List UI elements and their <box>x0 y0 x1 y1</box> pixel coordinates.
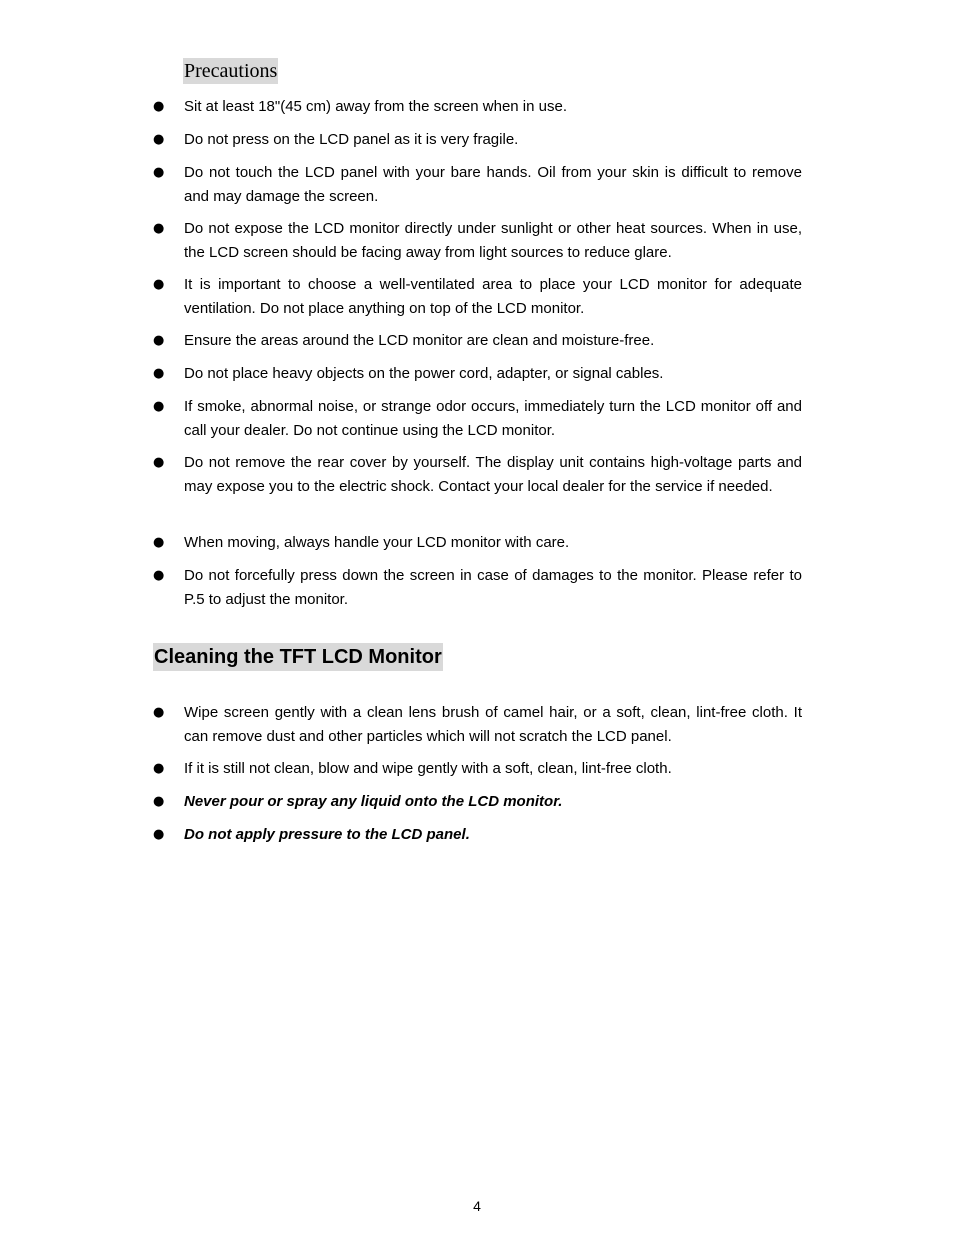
page-number: 4 <box>473 1198 481 1214</box>
cleaning-text: If it is still not clean, blow and wipe gently with a soft, clean, lint-free cloth. <box>184 760 672 777</box>
precaution-item <box>153 362 802 386</box>
cleaning-item <box>153 701 802 748</box>
precaution-text: Do not press on the LCD panel as it is very fragile. <box>184 131 519 148</box>
precaution-text: Sit at least 18"(45 cm) away from the screen when in use. <box>184 98 567 115</box>
precautions-heading: Precautions <box>184 60 278 82</box>
bullet-icon: ● <box>153 705 165 720</box>
precaution-item <box>153 451 802 498</box>
precaution-text: Do not forcefully press down the screen in case of damages to the monitor. Please refer to P.5 to adjust the monitor. <box>184 567 802 608</box>
bullet-icon: ● <box>153 333 165 348</box>
precaution-item <box>153 95 802 119</box>
bullet-icon: ● <box>153 794 165 809</box>
precaution-item <box>153 395 802 442</box>
precaution-item <box>153 531 802 555</box>
bullet-icon: ● <box>153 221 165 236</box>
precaution-text: If smoke, abnormal noise, or strange odor occurs, immediately turn the LCD monitor off and call your dealer. Do not continue using the LCD monitor. <box>184 398 802 439</box>
precaution-text: When moving, always handle your LCD monitor with care. <box>184 534 570 551</box>
cleaning-warning-text: Never pour or spray any liquid onto the LCD monitor. <box>184 793 563 810</box>
cleaning-item <box>153 757 802 781</box>
bullet-icon: ● <box>153 165 165 180</box>
precaution-item <box>153 217 802 264</box>
cleaning-heading: Cleaning the TFT LCD Monitor <box>153 643 443 671</box>
precaution-text: Ensure the areas around the LCD monitor are clean and moisture-free. <box>184 332 655 349</box>
precaution-item <box>153 128 802 152</box>
bullet-icon: ● <box>153 761 165 776</box>
precaution-item <box>153 329 802 353</box>
cleaning-item <box>153 790 802 814</box>
precaution-text: Do not remove the rear cover by yourself. The display unit contains high-voltage parts and may expose you to the electric shock. Contact your local dealer for the service if needed. <box>184 454 802 495</box>
cleaning-text: Wipe screen gently with a clean lens brush of camel hair, or a soft, clean, lint-free cloth. It can remove dust and other particles which will not scratch the LCD panel. <box>184 704 802 745</box>
bullet-icon: ● <box>153 277 165 292</box>
precaution-text: It is important to choose a well-ventilated area to place your LCD monitor for adequate ventilation. Do not place anything on top of the LCD monitor. <box>184 276 802 317</box>
precaution-item <box>153 161 802 208</box>
precaution-item <box>153 564 802 611</box>
bullet-icon: ● <box>153 568 165 583</box>
precaution-text: Do not place heavy objects on the power cord, adapter, or signal cables. <box>184 365 664 382</box>
precaution-item <box>153 273 802 320</box>
bullet-icon: ● <box>153 535 165 550</box>
cleaning-warning-text: Do not apply pressure to the LCD panel. <box>184 826 470 843</box>
bullet-icon: ● <box>153 132 165 147</box>
precaution-text: Do not expose the LCD monitor directly under sunlight or other heat sources. When in use, the LCD screen should be facing away from light sources to reduce glare. <box>184 220 802 261</box>
cleaning-item <box>153 823 802 847</box>
bullet-icon: ● <box>153 399 165 414</box>
precaution-text: Do not touch the LCD panel with your bare hands. Oil from your skin is difficult to remove and may damage the screen. <box>184 164 802 205</box>
bullet-icon: ● <box>153 827 165 842</box>
bullet-icon: ● <box>153 455 165 470</box>
bullet-icon: ● <box>153 99 165 114</box>
bullet-icon: ● <box>153 366 165 381</box>
